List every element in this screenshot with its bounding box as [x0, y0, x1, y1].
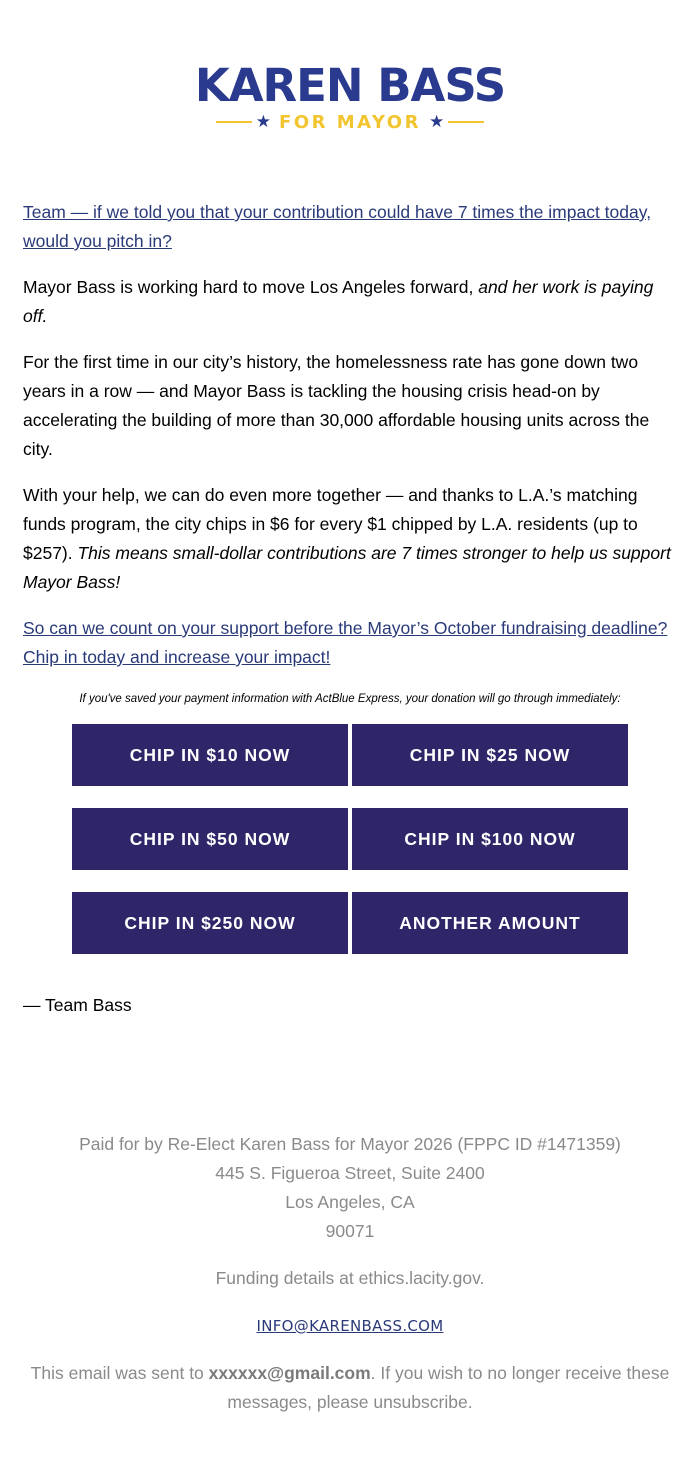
- logo-rule-right: [448, 121, 484, 123]
- logo-rule-left: [216, 121, 252, 123]
- star-icon: ★: [428, 112, 445, 131]
- logo-name: KAREN BASS: [194, 59, 506, 112]
- paragraph-progress-emphasis: and her work is paying off.: [23, 277, 654, 326]
- logo-subtitle-row: [0, 110, 700, 134]
- sent-suffix: . If you wish to no longer receive these messages, please unsubscribe.: [227, 1363, 670, 1412]
- cta-paragraph: [23, 614, 677, 672]
- actblue-express-note: If you've saved your payment information with ActBlue Express, your donation will go through immediately:: [79, 693, 621, 705]
- contact-email-link[interactable]: INFO@KARENBASS.COM: [256, 1317, 444, 1335]
- city-state: Los Angeles, CA: [285, 1192, 415, 1212]
- funding-details: Funding details at ethics.lacity.gov.: [215, 1268, 485, 1288]
- logo-subtitle: FOR MAYOR: [279, 111, 421, 133]
- paid-for-line: Paid for by Re-Elect Karen Bass for Mayor 2026 (FPPC ID #1471359): [79, 1134, 621, 1154]
- paragraph-homelessness: For the first time in our city’s history, the homelessness rate has gone down two years in a row — and Mayor Bass is tackling the housing crisis head-on by accelerating the building of more than 30,000 affordable housing units across the city.: [23, 352, 650, 459]
- star-icon: ★: [255, 112, 272, 131]
- another-amount-button[interactable]: ANOTHER AMOUNT: [352, 892, 628, 954]
- intro-link[interactable]: Team — if we told you that your contribution could have 7 times the impact today, would you pitch in?: [23, 202, 652, 251]
- footer-email-row: [30, 1311, 670, 1341]
- footer: [30, 1130, 670, 1435]
- paragraph-matching-text: With your help, we can do even more together — and thanks to L.A.’s matching funds program, the city chips in $6 for every $1 chipped by L.A. residents (up to $257).: [23, 485, 638, 563]
- paragraph-matching-emphasis: This means small-dollar contributions are 7 times stronger to help us support Mayor Bass!: [23, 543, 671, 592]
- paragraph-progress-text: Mayor Bass is working hard to move Los Angeles forward,: [23, 277, 479, 297]
- sent-prefix: This email was sent to: [30, 1363, 209, 1383]
- street-address: 445 S. Figueroa Street, Suite 2400: [215, 1163, 485, 1183]
- footer-disclosure: [30, 1130, 670, 1246]
- signoff: — Team Bass: [23, 995, 132, 1015]
- paragraph-progress: [23, 273, 677, 331]
- paragraph-matching-funds: [23, 481, 677, 597]
- chip-in-250-button[interactable]: CHIP IN $250 NOW: [72, 892, 348, 954]
- chip-in-25-button[interactable]: CHIP IN $25 NOW: [352, 724, 628, 786]
- cta-link[interactable]: So can we count on your support before the Mayor’s October fundraising deadline? Chip in today and increase your impact!: [23, 618, 668, 667]
- unsubscribe-notice: [30, 1359, 670, 1417]
- chip-in-50-button[interactable]: CHIP IN $50 NOW: [72, 808, 348, 870]
- zip-code: 90071: [325, 1221, 375, 1241]
- recipient-address: xxxxxx@gmail.com: [208, 1363, 371, 1383]
- chip-in-10-button[interactable]: CHIP IN $10 NOW: [72, 724, 348, 786]
- chip-in-100-button[interactable]: CHIP IN $100 NOW: [352, 808, 628, 870]
- intro-paragraph: [23, 198, 677, 256]
- campaign-logo: [0, 59, 700, 134]
- email-body: [23, 198, 677, 689]
